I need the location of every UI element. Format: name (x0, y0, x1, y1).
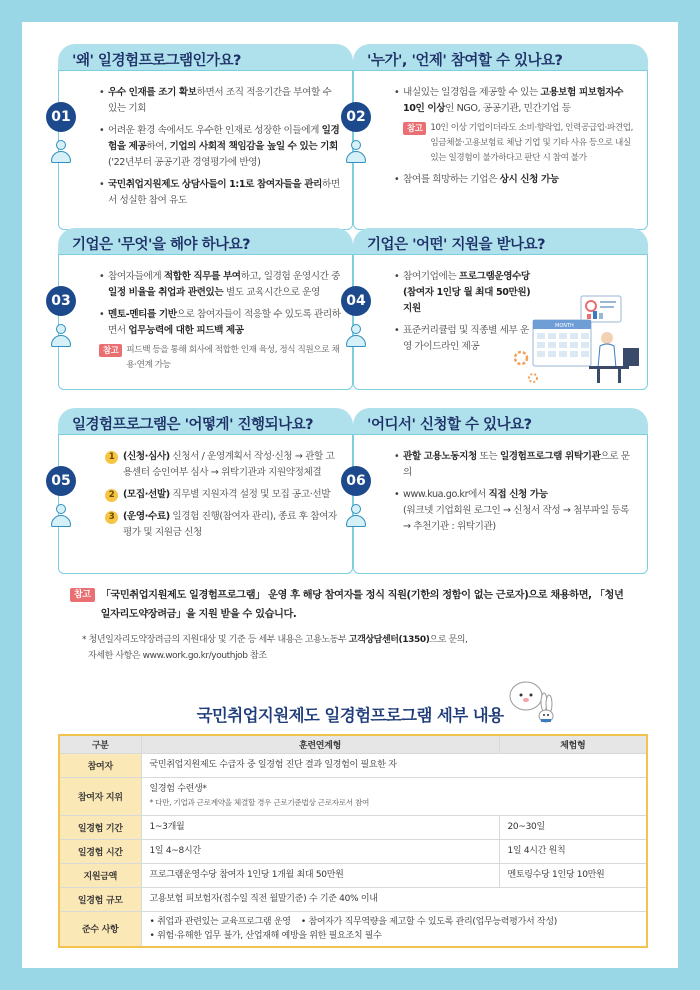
table-row: 일경험 기간 1~3개월 20~30일 (59, 815, 647, 839)
table-row: 참여자 국민취업지원제도 수급자 중 일경험 진단 결과 일경험이 필요한 자 (59, 753, 647, 777)
card-what (51, 228, 353, 370)
person-icon (345, 504, 367, 530)
card-who-when (346, 44, 648, 185)
card-title: '왜' 일경험프로그램인가요? (58, 44, 353, 78)
card-title: 기업은 '어떤' 지원을 받나요? (353, 228, 648, 262)
detail-table (58, 734, 648, 948)
ref-tag: 참고 (99, 344, 122, 357)
number-badge: 02 (341, 102, 371, 132)
ref-tag: 참고 (403, 122, 426, 135)
step-item: 2 (모집·선발) 직무별 지원자격 설정 및 모집 공고·선발 (105, 487, 342, 503)
table-row: 일경험 시간 1일 4~8시간 1일 4시간 원칙 (59, 839, 647, 863)
step-item: 3 (운영·수료) 일경험 진행(참여자 관리), 종료 후 참여자 평가 및 지원금 신청 (105, 509, 342, 541)
table-row: 지원금액 프로그램운영수당 참여자 1인당 1개월 최대 50만원 멘토링수당 1인당 10만원 (59, 863, 647, 887)
list-item: • 내실있는 일경험을 제공할 수 있는 고용보험 피보험자수 10인 이상인 NGO, 공공기관, 민간기업 등 (394, 85, 637, 117)
card-why (51, 44, 353, 206)
step-number: 1 (105, 451, 118, 464)
card-body (353, 434, 648, 574)
reference-note (70, 586, 630, 664)
table-header: 훈련연계형 (141, 735, 499, 753)
table-row: 일경험 규모 고용보험 피보험자(접수일 직전 월말기준) 수 기준 40% 이내 (59, 887, 647, 911)
number-badge: 01 (46, 102, 76, 132)
list-item: • 참여를 희망하는 기업은 상시 신청 가능 (394, 172, 637, 188)
reference-sub-text: * 청년일자리도약장려금의 지원대상 및 기준 등 세부 내용은 고용노동부 고객상담센터(1350)으로 문의, 자세한 사항은 www.work.go.kr/youthjob 참조 (82, 635, 468, 661)
card-body (58, 70, 353, 230)
person-icon (50, 140, 72, 166)
list-item: • 참여자들에게 적합한 직무를 부여하고, 일경험 운영시간 중 일정 비율을 취업과 관련있는 별도 교육시간으로 운영 (99, 269, 342, 301)
person-icon (345, 140, 367, 166)
note: 참고 10인 이상 기업이더라도 소비·향락업, 인력공급업·파견업, 임금체불·고용보험료 체납 기업 및 기타 사유 등으로 내실있는 일경험이 불가하다고 판단 시 참여 불가 (403, 121, 637, 166)
card-title: '어디서' 신청할 수 있나요? (353, 408, 648, 442)
note: 참고 피드백 등을 통해 회사에 적합한 인재 육성, 정식 직원으로 채용·연계 가능 (99, 343, 342, 373)
list-item: • 어려운 환경 속에서도 우수한 인재로 성장한 이들에게 일경험을 제공하여, 기업의 사회적 책임감을 높일 수 있는 기회('22년부터 공공기관 경영평가에 반영) (99, 123, 342, 171)
list-item: • www.kua.go.kr에서 직접 신청 가능 (워크넷 기업회원 로그인 → 신청서 작성 → 첨부파일 등록 → 추천기관 : 위탁기관) (394, 487, 637, 535)
step-number: 2 (105, 489, 118, 502)
month-label: MONTH (555, 323, 574, 329)
section-title: 국민취업지원제도 일경험프로그램 세부 내용 (196, 706, 504, 725)
table-header-row (59, 735, 647, 753)
number-badge: 03 (46, 286, 76, 316)
reference-main-text: 「국민취업지원제도 일경험프로그램」 운영 후 해당 참여자를 정식 직원(기한의 정함이 없는 근로자)으로 채용하면, 「청년일자리도약장려금」을 지원 받을 수 있습니다. (100, 590, 624, 620)
table-row: 참여자 지위 일경험 수련생* * 다만, 기업과 근로계약을 체결할 경우 근로기준법상 근로자로서 참여 (59, 777, 647, 815)
table-header: 구분 (59, 735, 141, 753)
card-title: 일경험프로그램은 '어떻게' 진행되나요? (58, 408, 353, 442)
list-item: • 멘토-멘티를 기반으로 참여자들이 적응할 수 있도록 관리하면서 업무능력에 대한 피드백 제공 (99, 307, 342, 339)
person-icon (345, 324, 367, 350)
number-badge: 04 (341, 286, 371, 316)
list-item: • 국민취업지원제도 상담사들이 1:1로 참여자들을 관리하면서 성실한 참여 유도 (99, 177, 342, 209)
card-where (346, 408, 648, 532)
step-item: 1 (신청·심사) 신청서 / 운영계획서 작성·신청 → 관할 고용센터 승인여부 심사 → 위탁기관과 지원약정체결 (105, 449, 342, 481)
number-badge: 06 (341, 466, 371, 496)
person-icon (50, 324, 72, 350)
card-title: 기업은 '무엇'을 해야 하나요? (58, 228, 353, 262)
office-illustration-icon (503, 294, 643, 386)
card-body (353, 70, 648, 230)
card-how (51, 408, 353, 538)
card-body (58, 254, 353, 390)
table-row: 준수 사항 • 취업과 관련있는 교육프로그램 운영 • 참여자가 직무역량을 제고할 수 있도록 관리(업무능력평가서 작성) • 위험·유해한 업무 불가, 산업재해 예방을 위한 필요조치 필수 (59, 911, 647, 947)
card-body (58, 434, 353, 574)
list-item: • 우수 인재를 조기 확보하면서 조직 적응기간을 부여할 수 있는 기회 (99, 85, 342, 117)
number-badge: 05 (46, 466, 76, 496)
card-title: '누가', '언제' 참여할 수 있나요? (353, 44, 648, 78)
step-number: 3 (105, 511, 118, 524)
ref-tag: 참고 (70, 588, 95, 602)
list-item: • 표준커리큘럼 및 직종별 세부 운영 가이드라인 제공 (394, 323, 537, 355)
page (22, 22, 678, 968)
table-header: 체험형 (499, 735, 647, 753)
list-item: • 관할 고용노동지청 또는 일경험프로그램 위탁기관으로 문의 (394, 449, 637, 481)
list-item: • 참여기업에는 프로그램운영수당 (참여자 1인당 월 최대 50만원) 지원 (394, 269, 537, 317)
card-support (346, 228, 648, 352)
rabbit-mascot-icon (506, 676, 556, 724)
person-icon (50, 504, 72, 530)
